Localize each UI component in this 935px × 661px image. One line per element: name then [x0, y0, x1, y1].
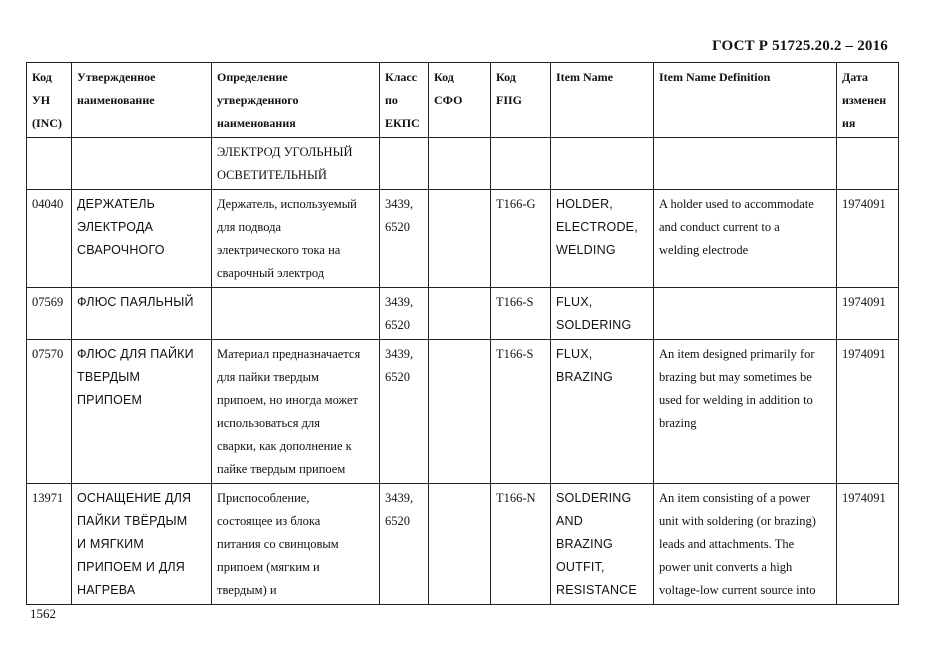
column-header-line: УН	[32, 93, 51, 107]
cell-text-line: 3439,	[385, 491, 414, 505]
column-header-line: Item Name Definition	[659, 70, 771, 84]
column-header-line: наименование	[77, 93, 155, 107]
cell-item-name	[551, 190, 654, 288]
cell-definition	[212, 340, 380, 484]
cell-text-line: 1974091	[842, 491, 886, 505]
cell-item-def	[654, 138, 837, 190]
cell-text-line: An item consisting of a power	[659, 491, 811, 505]
column-header-line: изменен	[842, 93, 887, 107]
cell-inc	[27, 340, 72, 484]
cell-date	[837, 340, 899, 484]
cell-text-line: Держатель, используемый	[217, 197, 357, 211]
cell-text-line: для пайки твердым	[217, 370, 319, 384]
cell-fiig	[491, 340, 551, 484]
column-header-line: ия	[842, 116, 856, 130]
cell-text-line: 1974091	[842, 197, 886, 211]
document-standard-header: ГОСТ Р 51725.20.2 – 2016	[712, 38, 888, 54]
cell-text-line: состоящее из блока	[217, 514, 321, 528]
column-header-name	[72, 63, 212, 138]
cell-name	[72, 288, 212, 340]
cell-date	[837, 138, 899, 190]
cell-text-line: BRAZING	[556, 370, 613, 384]
cell-text-line: 6520	[385, 370, 410, 384]
cell-name	[72, 138, 212, 190]
cell-item-def	[654, 484, 837, 605]
cell-text-line: 07569	[32, 295, 64, 309]
cell-inc	[27, 138, 72, 190]
cell-definition	[212, 138, 380, 190]
cell-text-line: припоем (мягким и	[217, 560, 320, 574]
cell-item-def	[654, 288, 837, 340]
cell-item-name	[551, 484, 654, 605]
cell-item-name	[551, 340, 654, 484]
cell-text-line: A holder used to accommodate	[659, 197, 814, 211]
cell-class	[380, 288, 429, 340]
cell-text-line: An item designed primarily for	[659, 347, 815, 361]
cell-definition	[212, 484, 380, 605]
cell-text-line: ПАЙКИ ТВЁРДЫМ	[77, 514, 188, 528]
column-header-line: Item Name	[556, 70, 613, 84]
cell-text-line: and conduct current to a	[659, 220, 780, 234]
cell-text-line: ФЛЮС ДЛЯ ПАЙКИ	[77, 347, 194, 361]
cell-text-line: leads and attachments. The	[659, 537, 795, 551]
cell-fiig	[491, 484, 551, 605]
cell-text-line: 1974091	[842, 295, 886, 309]
column-header-line: наименования	[217, 116, 296, 130]
cell-text-line: сварки, как дополнение к	[217, 439, 352, 453]
column-header-line: Определение	[217, 70, 288, 84]
cell-text-line: припоем, но иногда может	[217, 393, 358, 407]
cell-definition	[212, 190, 380, 288]
cell-text-line: T166-G	[496, 197, 536, 211]
column-header-line: Утвержденное	[77, 70, 156, 84]
cell-text-line: 13971	[32, 491, 64, 505]
cell-date	[837, 190, 899, 288]
cell-text-line: Материал предназначается	[217, 347, 361, 361]
cell-text-line: использоваться для	[217, 416, 320, 430]
cell-text-line: ОСНАЩЕНИЕ ДЛЯ	[77, 491, 192, 505]
cell-text-line: 6520	[385, 220, 410, 234]
column-header-line: Класс	[385, 70, 418, 84]
cell-text-line: 1974091	[842, 347, 886, 361]
column-header-class	[380, 63, 429, 138]
cell-text-line: OUTFIT,	[556, 560, 605, 574]
cell-text-line: welding electrode	[659, 243, 749, 257]
column-header-line: утвержденного	[217, 93, 299, 107]
cell-text-line: ЭЛЕКТРОД УГОЛЬНЫЙ	[217, 145, 353, 159]
cell-text-line: ПРИПОЕМ	[77, 393, 143, 407]
table-row	[27, 340, 899, 484]
cell-sfo	[429, 340, 491, 484]
cell-text-line: И МЯГКИМ	[77, 537, 144, 551]
cell-item-name	[551, 138, 654, 190]
cell-text-line: SOLDERING	[556, 491, 632, 505]
cell-sfo	[429, 484, 491, 605]
cell-text-line: WELDING	[556, 243, 616, 257]
cell-inc	[27, 190, 72, 288]
cell-fiig	[491, 190, 551, 288]
cell-text-line: 04040	[32, 197, 64, 211]
cell-text-line: твердым) и	[217, 583, 277, 597]
cell-item-def	[654, 190, 837, 288]
cell-item-def	[654, 340, 837, 484]
cell-text-line: ПРИПОЕМ И ДЛЯ	[77, 560, 185, 574]
column-header-line: по	[385, 93, 398, 107]
cell-fiig	[491, 138, 551, 190]
cell-fiig	[491, 288, 551, 340]
cell-text-line: FLUX,	[556, 295, 593, 309]
cell-text-line: сварочный электрод	[217, 266, 325, 280]
cell-name	[72, 190, 212, 288]
page-number: 1562	[30, 606, 56, 621]
cell-text-line: СВАРОЧНОГО	[77, 243, 165, 257]
cell-text-line: ФЛЮС ПАЯЛЬНЫЙ	[77, 295, 194, 309]
cell-inc	[27, 484, 72, 605]
cell-inc	[27, 288, 72, 340]
column-header-item-name	[551, 63, 654, 138]
cell-text-line: 3439,	[385, 197, 414, 211]
cell-text-line: ОСВЕТИТЕЛЬНЫЙ	[217, 168, 327, 182]
cell-text-line: 3439,	[385, 347, 414, 361]
cell-class	[380, 190, 429, 288]
cell-sfo	[429, 288, 491, 340]
cell-text-line: электрического тока на	[217, 243, 341, 257]
table-row	[27, 190, 899, 288]
cell-item-name	[551, 288, 654, 340]
cell-text-line: AND	[556, 514, 583, 528]
cell-sfo	[429, 138, 491, 190]
cell-text-line: T166-S	[496, 295, 534, 309]
cell-text-line: Приспособление,	[217, 491, 310, 505]
cell-text-line: HOLDER,	[556, 197, 613, 211]
cell-text-line: ELECTRODE,	[556, 220, 638, 234]
column-header-line: Код	[32, 70, 52, 84]
column-header-line: Дата	[842, 70, 868, 84]
classification-table	[26, 62, 899, 605]
column-header-item-def	[654, 63, 837, 138]
column-header-fiig	[491, 63, 551, 138]
column-header-line: Код	[434, 70, 454, 84]
table-row	[27, 288, 899, 340]
cell-definition	[212, 288, 380, 340]
cell-date	[837, 484, 899, 605]
cell-text-line: brazing	[659, 416, 697, 430]
column-header-line: ЕКПС	[385, 116, 420, 130]
cell-text-line: ТВЕРДЫМ	[77, 370, 141, 384]
column-header-inc	[27, 63, 72, 138]
cell-text-line: FLUX,	[556, 347, 593, 361]
column-header-line: FIIG	[496, 93, 523, 107]
cell-date	[837, 288, 899, 340]
cell-text-line: 07570	[32, 347, 64, 361]
cell-text-line: ЭЛЕКТРОДА	[77, 220, 154, 234]
cell-text-line: питания со свинцовым	[217, 537, 339, 551]
cell-text-line: used for welding in addition to	[659, 393, 813, 407]
cell-text-line: 3439,	[385, 295, 414, 309]
table-row	[27, 484, 899, 605]
cell-class	[380, 484, 429, 605]
cell-text-line: voltage-low current source into	[659, 583, 816, 597]
cell-text-line: unit with soldering (or brazing)	[659, 514, 816, 528]
table-header-row	[27, 63, 899, 138]
cell-class	[380, 340, 429, 484]
cell-sfo	[429, 190, 491, 288]
column-header-date	[837, 63, 899, 138]
cell-text-line: BRAZING	[556, 537, 613, 551]
cell-text-line: 6520	[385, 514, 410, 528]
cell-text-line: 6520	[385, 318, 410, 332]
table-row	[27, 138, 899, 190]
cell-text-line: power unit converts a high	[659, 560, 793, 574]
cell-name	[72, 340, 212, 484]
cell-text-line: T166-S	[496, 347, 534, 361]
cell-text-line: T166-N	[496, 491, 536, 505]
cell-text-line: для подвода	[217, 220, 282, 234]
cell-name	[72, 484, 212, 605]
column-header-line: Код	[496, 70, 516, 84]
column-header-sfo	[429, 63, 491, 138]
cell-text-line: SOLDERING	[556, 318, 632, 332]
cell-text-line: brazing but may sometimes be	[659, 370, 812, 384]
column-header-line: СФО	[434, 93, 463, 107]
cell-class	[380, 138, 429, 190]
column-header-definition	[212, 63, 380, 138]
column-header-line: (INC)	[32, 116, 62, 130]
cell-text-line: пайке твердым припоем	[217, 462, 346, 476]
cell-text-line: ДЕРЖАТЕЛЬ	[77, 197, 156, 211]
cell-text-line: НАГРЕВА	[77, 583, 136, 597]
cell-text-line: RESISTANCE	[556, 583, 637, 597]
